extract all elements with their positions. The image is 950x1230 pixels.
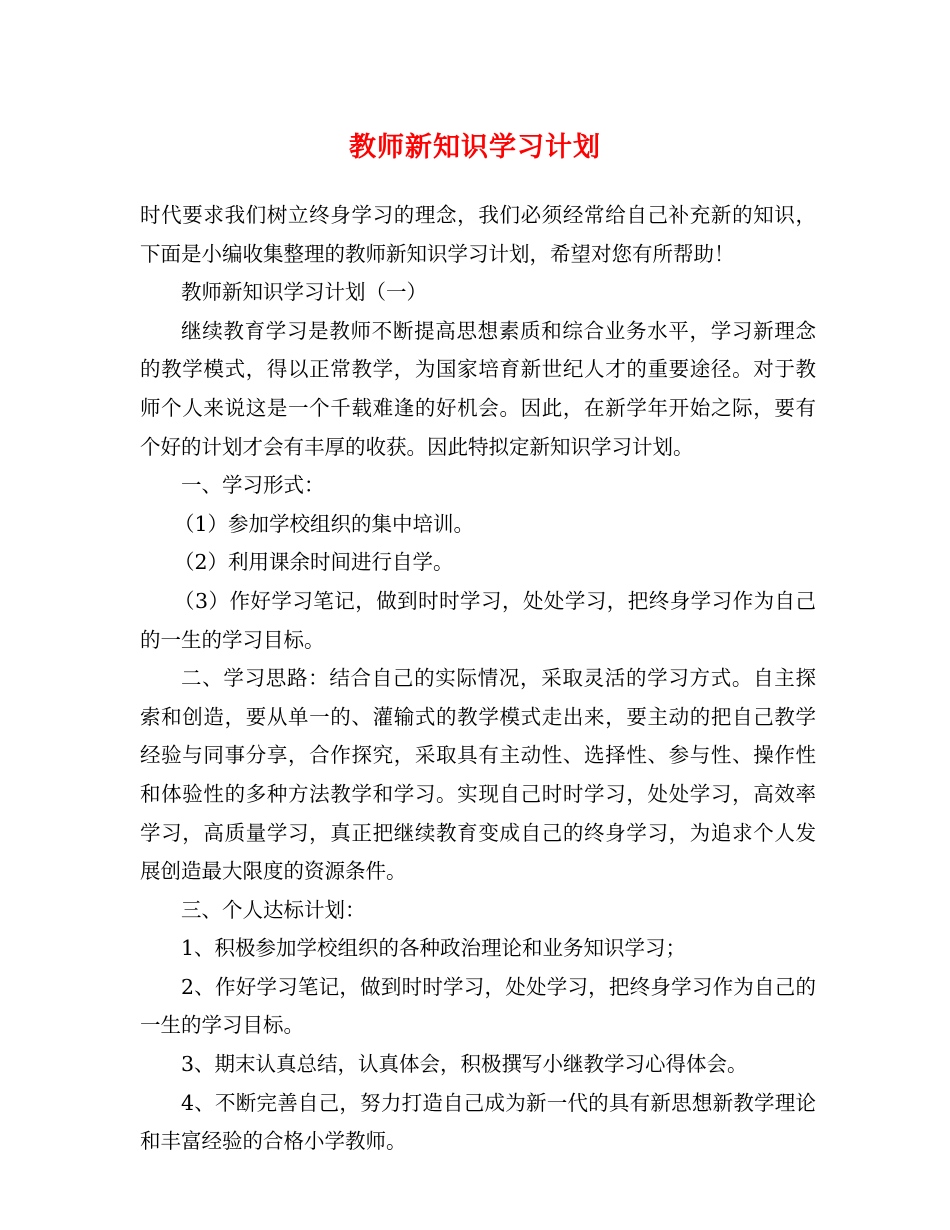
list-item: （1）参加学校组织的集中培训。: [174, 511, 475, 536]
section-heading-learning-form: 一、学习形式：: [181, 473, 325, 498]
list-item: （3）作好学习笔记，做到时时学习，处处学习，把终身学习作为自己的一生的学习目标。: [140, 588, 816, 652]
section-learning-approach: 二、学习思路：结合自己的实际情况，采取灵活的学习方式。自主探索和创造，要从单一的、灌输式的教学模式走出来，要主动的把自己教学经验与同事分享，合作探究，采取具有主动性、选择性、参与性、操作性和体验性的多种方法教学和学习。实现自己时时学习，处处学习，高效率学习，高质量学习，真正把继续教育变成自己的终身学习，为追求个人发展创造最大限度的资源条件。: [140, 666, 816, 884]
body-paragraph: 继续教育学习是教师不断提高思想素质和综合业务水平，学习新理念的教学模式，得以正常教学，为国家培育新世纪人才的重要途径。对于教师个人来说这是一个千载难逢的好机会。因此，在新学年开始之际，要有个好的计划才会有丰厚的收获。因此特拟定新知识学习计划。: [140, 318, 816, 459]
section-heading-plan-one: 教师新知识学习计划（一）: [181, 280, 427, 305]
section-heading-personal-plan: 三、个人达标计划：: [181, 897, 366, 922]
list-item: 4、不断完善自己，努力打造自己成为新一代的具有新思想新教学理论和丰富经验的合格小学教师。: [140, 1090, 816, 1154]
list-item: （2）利用课余时间进行自学。: [174, 550, 454, 575]
list-item: 1、积极参加学校组织的各种政治理论和业务知识学习；: [181, 936, 687, 961]
document-body: [140, 196, 816, 1161]
list-item: 2、作好学习笔记，做到时时学习，处处学习，把终身学习作为自己的一生的学习目标。: [140, 974, 816, 1038]
intro-paragraph: 时代要求我们树立终身学习的理念，我们必须经常给自己补充新的知识，下面是小编收集整理的教师新知识学习计划，希望对您有所帮助！: [140, 203, 816, 266]
list-item: 3、期末认真总结，认真体会，积极撰写小继教学习心得体会。: [181, 1052, 748, 1077]
document-title: 教师新知识学习计划: [349, 132, 601, 163]
